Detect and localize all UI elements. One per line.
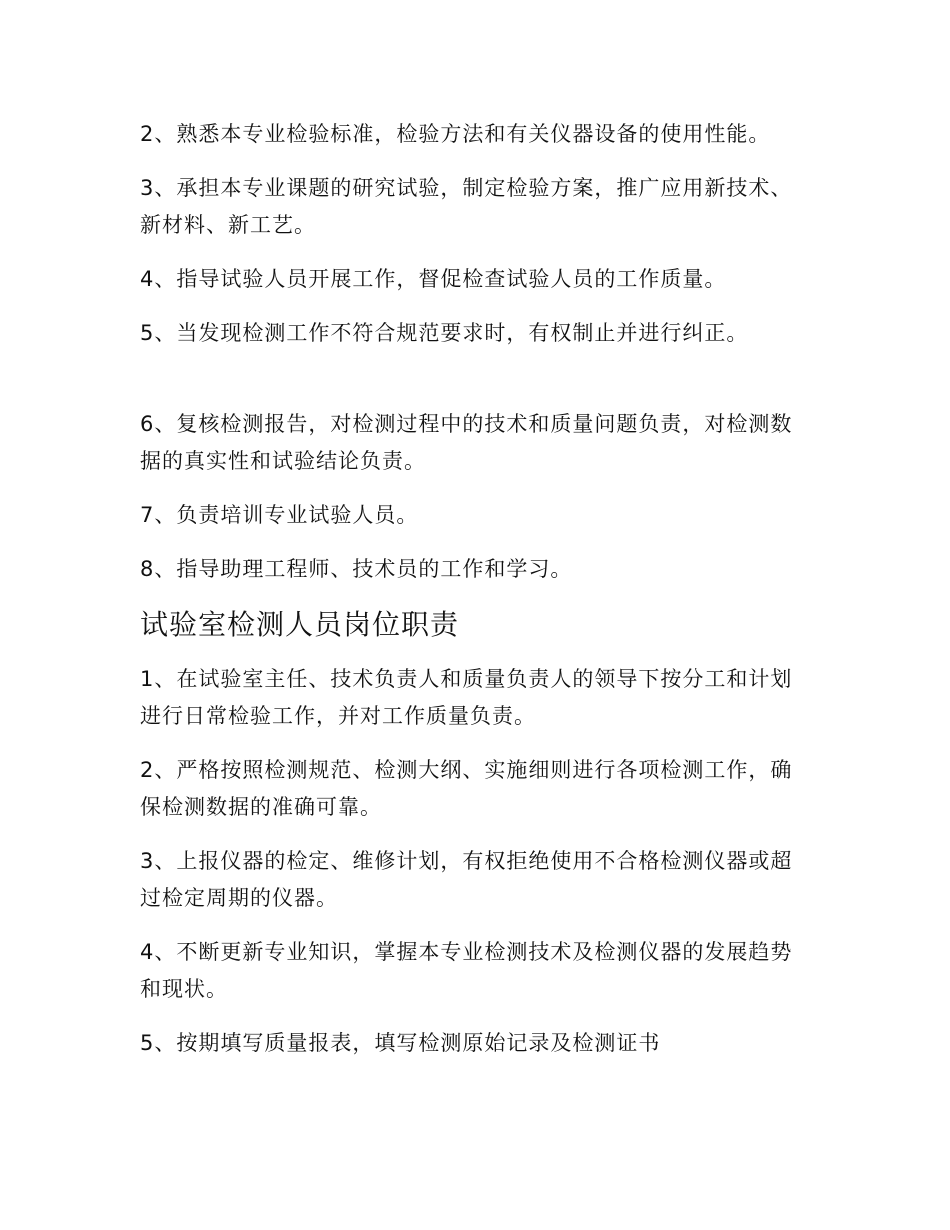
inspector-duty-item-4: 4、不断更新专业知识，掌握本专业检测技术及检测仪器的发展趋势和现状。 — [140, 940, 793, 1001]
duty-item-2: 2、熟悉本专业检验标准，检验方法和有关仪器设备的使用性能。 — [140, 122, 771, 146]
duty-item-5: 5、当发现检测工作不符合规范要求时，有权制止并进行纠正。 — [140, 321, 749, 345]
duty-item-6: 6、复核检测报告，对检测过程中的技术和质量问题负责，对检测数据的真实性和试验结论负责。 — [140, 412, 793, 473]
inspector-duty-item-2: 2、严格按照检测规范、检测大纲、实施细则进行各项检测工作，确保检测数据的准确可靠。 — [140, 758, 793, 819]
inspector-duty-item-5: 5、按期填写质量报表，填写检测原始记录及检测证书 — [140, 1031, 661, 1055]
document-page — [140, 116, 810, 1079]
duty-item-3: 3、承担本专业课题的研究试验，制定检验方案，推广应用新技术、新材料、新工艺。 — [140, 176, 793, 237]
inspector-duty-item-3: 3、上报仪器的检定、维修计划，有权拒绝使用不合格检测仪器或超过检定周期的仪器。 — [140, 849, 793, 910]
duty-item-7: 7、负责培训专业试验人员。 — [140, 503, 419, 527]
inspector-duty-item-1: 1、在试验室主任、技术负责人和质量负责人的领导下按分工和计划进行日常检验工作，并对工作质量负责。 — [140, 667, 793, 728]
duty-item-4: 4、指导试验人员开展工作，督促检查试验人员的工作质量。 — [140, 267, 727, 291]
section-heading: 试验室检测人员岗位职责 — [140, 608, 460, 641]
duty-item-8: 8、指导助理工程师、技术员的工作和学习。 — [140, 557, 573, 581]
